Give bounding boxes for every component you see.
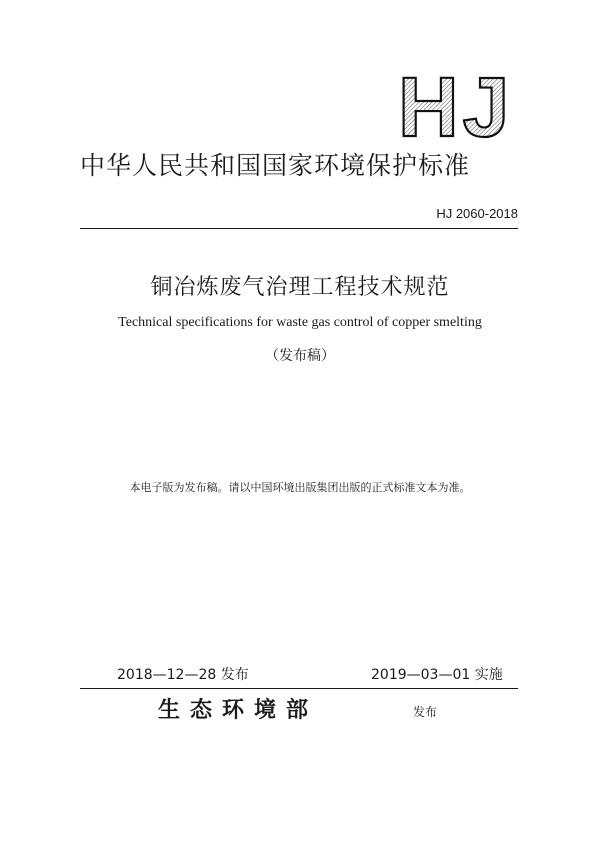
issue-date: 2018—12—28 发布 <box>117 667 249 683</box>
implementation-date: 2019—03—01 实施 <box>371 667 503 683</box>
title-english: Technical specifications for waste gas control of copper smelting <box>118 315 482 330</box>
standard-organization: 中华人民共和国国家环境保护标准 <box>80 151 471 180</box>
title-chinese: 铜冶炼废气治理工程技术规范 <box>150 275 450 300</box>
draft-label: （发布稿） <box>265 348 335 364</box>
publish-label: 发布 <box>413 705 438 719</box>
notice-text: 本电子版为发布稿。请以中国环境出版集团出版的正式标准文本为准。 <box>129 481 471 494</box>
hj-logo <box>398 60 522 154</box>
header-divider <box>80 228 518 229</box>
footer-divider <box>80 688 518 689</box>
standard-code: HJ 2060-2018 <box>436 206 518 221</box>
logo-text: HJ <box>398 60 514 154</box>
ministry-name: 生态环境部 <box>158 698 319 723</box>
